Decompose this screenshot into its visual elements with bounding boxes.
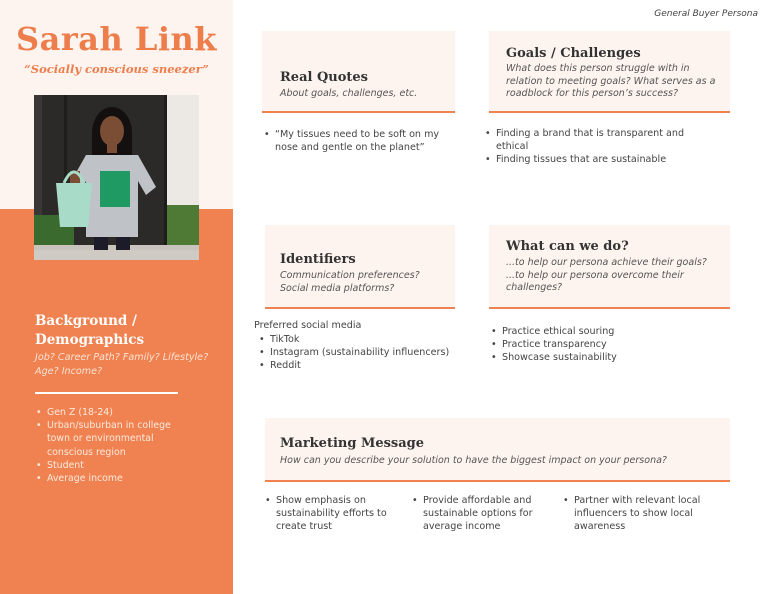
marketing-title: Marketing Message <box>280 436 425 451</box>
marketing-underline <box>265 480 730 482</box>
what-can-we-do-list <box>490 325 710 364</box>
goals-subtitle: What does this person struggle with in relation to meeting goals? What serves as a roadblock for this person’s success? <box>506 63 716 99</box>
persona-photo <box>34 95 199 260</box>
list-item: • Partner with relevant local influencers to show local awareness <box>562 494 702 533</box>
identifiers-list <box>258 333 468 372</box>
real-quotes-underline <box>262 111 455 113</box>
what-can-we-do-title: What can we do? <box>506 239 629 254</box>
goals-title: Goals / Challenges <box>506 46 641 61</box>
list-item: • Practice transparency <box>490 338 710 351</box>
list-item: • Gen Z (18-24) <box>35 406 195 419</box>
list-item: • Finding tissues that are sustainable <box>484 153 704 166</box>
list-item: • TikTok <box>258 333 468 346</box>
goals-underline <box>489 111 730 113</box>
marketing-subtitle: How can you describe your solution to have the biggest impact on your persona? <box>280 455 667 466</box>
list-item: • Provide affordable and sustainable options for average income <box>411 494 541 533</box>
persona-name: Sarah Link <box>16 20 217 58</box>
what-can-we-do-subtitle: ...to help our persona achieve their goals? ...to help our persona overcome their challenges? <box>506 257 707 293</box>
marketing-column-1 <box>264 494 389 533</box>
marketing-column-3 <box>562 494 702 533</box>
list-item: • Student <box>35 459 195 472</box>
background-divider <box>35 392 178 394</box>
identifiers-subtitle: Communication preferences? Social media platforms? <box>280 270 420 294</box>
list-item: • “My tissues need to be soft on my nose and gentle on the planet” <box>263 128 448 154</box>
persona-quote: “Socially conscious sneezer” <box>24 62 209 76</box>
list-item: • Practice ethical souring <box>490 325 710 338</box>
marketing-column-2 <box>411 494 541 533</box>
identifiers-title: Identifiers <box>280 252 356 267</box>
background-title: Background / Demographics <box>35 313 145 348</box>
list-item: • Showcase sustainability <box>490 351 710 364</box>
list-item: • Finding a brand that is transparent and ethical <box>484 127 704 153</box>
goals-list <box>484 127 704 166</box>
list-item: • Urban/suburban in college town or environmental conscious region <box>35 419 195 459</box>
list-item: • Instagram (sustainability influencers) <box>258 346 468 359</box>
real-quotes-subtitle: About goals, challenges, etc. <box>280 88 418 99</box>
identifiers-underline <box>265 307 455 309</box>
list-item: • Show emphasis on sustainability efforts to create trust <box>264 494 389 533</box>
persona-photo-illustration <box>34 95 199 260</box>
real-quotes-title: Real Quotes <box>280 70 369 85</box>
identifiers-label: Preferred social media <box>254 320 362 331</box>
what-can-we-do-underline <box>489 307 730 309</box>
list-item: • Average income <box>35 472 195 485</box>
list-item: • Reddit <box>258 359 468 372</box>
document-label: General Buyer Persona <box>654 9 758 19</box>
background-subtitle: Job? Career Path? Family? Lifestyle? Age? Income? <box>35 352 209 377</box>
real-quotes-list <box>263 128 448 154</box>
photo-floor <box>34 250 199 260</box>
background-list <box>35 406 195 485</box>
